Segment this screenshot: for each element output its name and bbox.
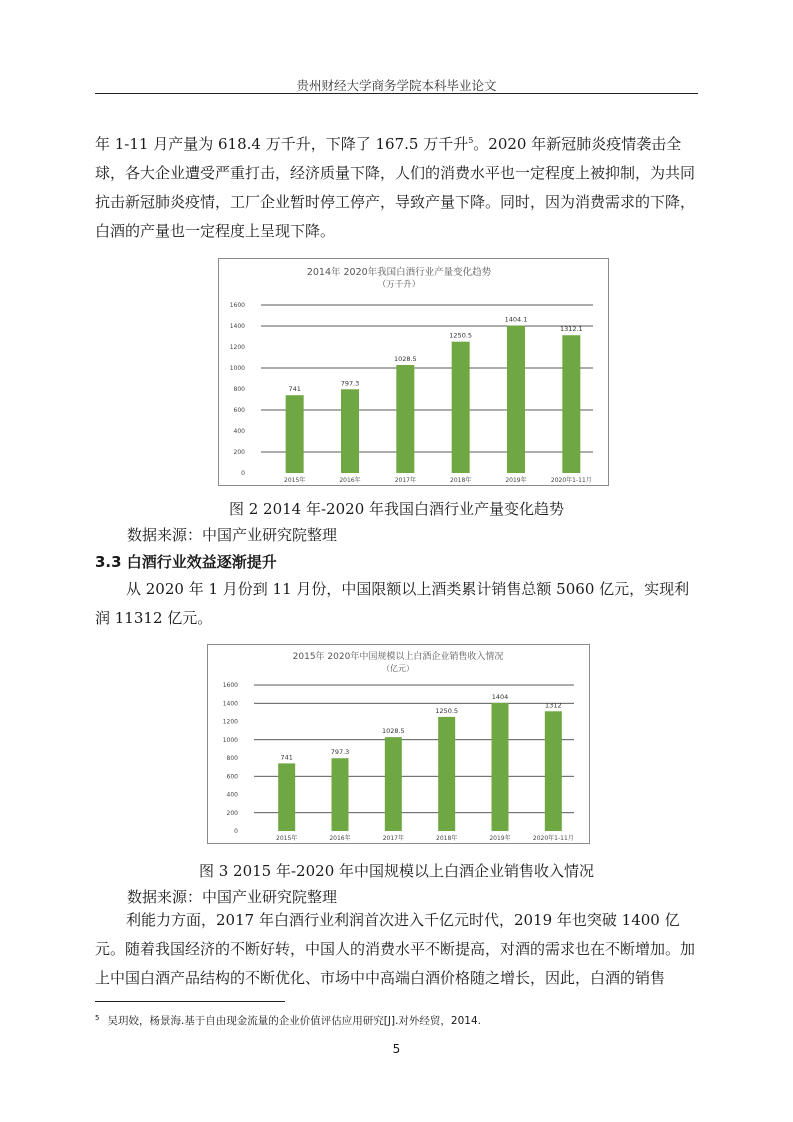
paragraph-1-rest: 。2020 年新冠肺炎疫情袭击全球，各大企业遭受严重打击，经济质量下降，人们的消费水平也一定程度上被抑制，为共同抗击新冠肺炎疫情，工厂企业暂时停工停产，导致产量下降。同时，因为消费需求的下降，白酒的产量也一定程度上呈现下降。 [95, 135, 696, 240]
bar-value-label: 1404.1 [504, 315, 528, 324]
section-heading: 3.3 白酒行业效益逐渐提升 [95, 553, 277, 571]
x-tick-label: 2020年1-11月 [550, 477, 592, 484]
bar [438, 717, 455, 831]
y-tick-label: 1400 [222, 700, 238, 708]
bar-value-label: 1250.5 [435, 706, 459, 715]
y-tick-label: 1600 [222, 682, 238, 689]
body-paragraph-2: 从 2020 年 1 月份到 11 月份，中国限额以上酒类累计销售总额 5060 亿元，实现利润 11312 亿元。 [95, 580, 690, 627]
bar-value-label: 1028.5 [393, 355, 417, 364]
footnote [95, 1013, 481, 1028]
x-tick-label: 2019年 [489, 835, 511, 842]
page-header-title: 贵州财经大学商务学院本科毕业论文 [296, 78, 497, 93]
chart-title-unit: （亿元） [382, 664, 414, 673]
y-tick-label: 200 [226, 809, 238, 817]
y-tick-label: 0 [234, 828, 238, 835]
bar [341, 389, 359, 473]
header-rule [95, 93, 698, 94]
y-tick-label: 1000 [222, 736, 238, 744]
y-tick-label: 800 [226, 755, 238, 762]
body-paragraph-3: 利能力方面，2017 年白酒行业利润首次进入千亿元时代，2019 年也突破 1400 亿元。随着我国经济的不断好转，中国人的消费水平不断提高，对酒的需求也在不断增加。加上中国白酒产品结构的不断优化、市场中中高端白酒价格随之增长，因此，白酒的销售 [95, 911, 696, 987]
body-paragraph-1 [95, 130, 698, 246]
bar [332, 758, 349, 831]
bar [562, 335, 580, 473]
y-tick-label: 400 [226, 791, 238, 799]
y-tick-label: 800 [233, 386, 245, 393]
footnote-text: 吴玥姣，杨景海.基于自由现金流量的企业价值评估应用研究[J].对外经贸，2014. [107, 1015, 481, 1027]
bar-value-label: 797.3 [330, 748, 350, 757]
y-tick-label: 400 [233, 428, 245, 435]
x-tick-label: 2019年 [505, 477, 527, 484]
y-tick-label: 1400 [229, 323, 245, 330]
footnote-ref[interactable]: 5 [468, 136, 474, 145]
page-number: 5 [392, 1042, 401, 1056]
chart-title-unit: （万千升） [377, 280, 421, 290]
x-tick-label: 2017年 [382, 835, 404, 842]
figure-2-chart [218, 258, 609, 486]
bar [545, 711, 562, 831]
chart-title: 2015年 2020年中国规模以上白酒企业销售收入情况 [292, 652, 504, 662]
production-bar-chart [219, 259, 608, 485]
figure-3-caption: 图 3 2015 年-2020 年中国规模以上白酒企业销售收入情况 [198, 862, 595, 880]
bar [385, 737, 402, 831]
bar [396, 365, 414, 473]
footnote-rule [95, 1001, 285, 1002]
x-tick-label: 2015年 [276, 835, 298, 842]
bar-value-label: 1404 [491, 692, 509, 701]
x-tick-label: 2018年 [436, 835, 458, 842]
bar [286, 395, 304, 473]
bar [492, 703, 509, 831]
y-tick-label: 1600 [229, 302, 245, 309]
bar-value-label: 1250.5 [449, 331, 473, 340]
y-tick-label: 1200 [222, 718, 238, 726]
figure-3-source: 数据来源：中国产业研究院整理 [127, 888, 338, 906]
x-tick-label: 2016年 [339, 477, 361, 484]
bar-value-label: 741 [288, 385, 301, 394]
figure-3-chart [207, 644, 590, 844]
x-tick-label: 2018年 [450, 477, 472, 484]
bar-value-label: 797.3 [340, 379, 360, 388]
bar [278, 763, 295, 831]
x-tick-label: 2017年 [394, 477, 416, 484]
x-tick-label: 2016年 [329, 835, 351, 842]
bar-value-label: 1312 [545, 701, 562, 710]
footnote-mark: 5 [95, 1013, 100, 1022]
bar-value-label: 741 [280, 753, 293, 762]
y-tick-label: 0 [241, 470, 245, 477]
bar [507, 326, 525, 473]
y-tick-label: 600 [233, 407, 245, 414]
bar-value-label: 1028.5 [381, 727, 405, 736]
x-tick-label: 2015年 [284, 477, 306, 484]
bar-value-label: 1312.1 [559, 325, 583, 334]
sales-revenue-bar-chart [208, 645, 589, 843]
x-tick-label: 2020年1-11月 [532, 835, 574, 842]
figure-2-source: 数据来源：中国产业研究院整理 [127, 526, 338, 544]
y-tick-label: 200 [233, 449, 245, 456]
figure-2-caption: 图 2 2014 年-2020 年我国白酒行业产量变化趋势 [228, 500, 565, 518]
chart-title: 2014年 2020年我国白酒行业产量变化趋势 [306, 267, 492, 278]
bar [452, 342, 470, 473]
y-tick-label: 1000 [229, 365, 245, 372]
y-tick-label: 1200 [229, 344, 245, 351]
paragraph-1-text: 年 1-11 月产量为 618.4 万千升，下降了 167.5 万千升 [95, 135, 469, 153]
y-tick-label: 600 [226, 773, 238, 781]
